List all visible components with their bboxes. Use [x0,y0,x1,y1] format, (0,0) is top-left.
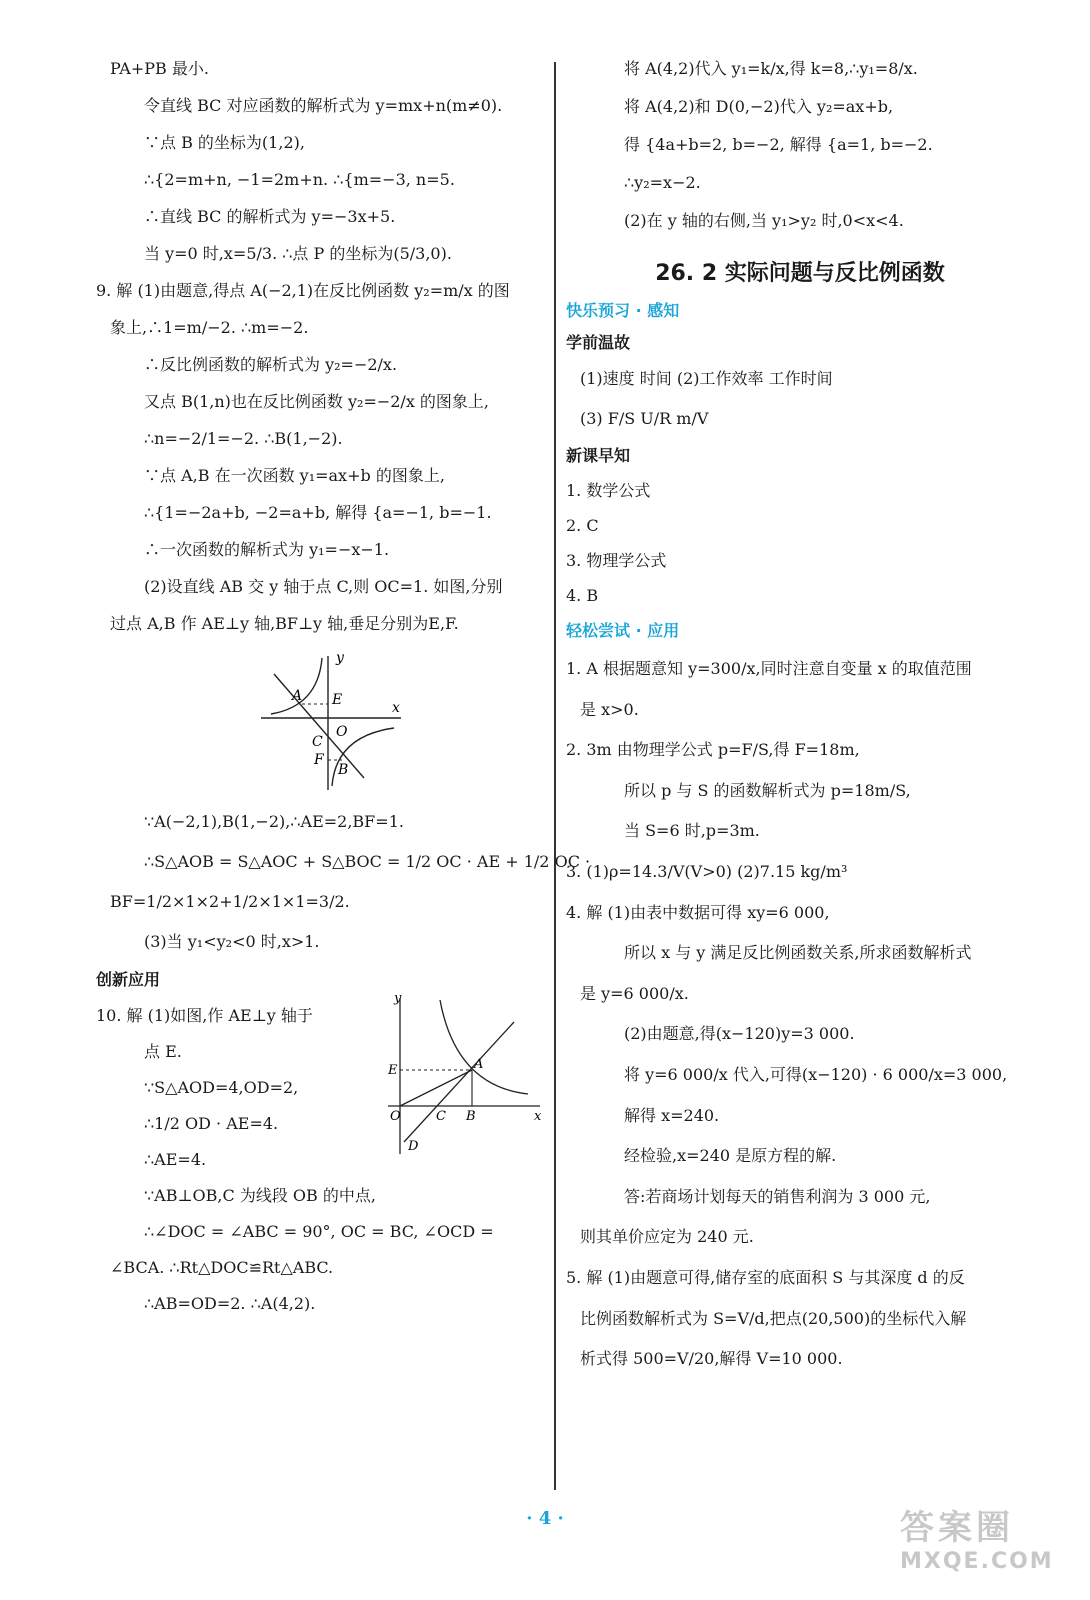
fig1-label-f: F [314,752,324,768]
fig1-label-a: A [292,688,303,704]
fig2-label-o: O [390,1109,401,1124]
text-line: ∴反比例函数的解析式为 y₂=−2/x. [144,355,398,374]
fig1-label-c: C [312,734,323,750]
hyperbola-branch-upper-left [271,658,322,714]
text-line: ∴AE=4. [144,1150,207,1169]
text-line: 经检验,x=240 是原方程的解. [624,1146,837,1166]
text-line: 将 y=6 000/x 代入,可得(x−120) · 6 000/x=3 000, [624,1064,1008,1084]
fig2-label-x: x [534,1109,542,1124]
fig2-label-e: E [388,1063,398,1078]
text-line: 3. (1)ρ=14.3/V(V>0) (2)7.15 kg/m³ [566,861,848,881]
watermark-logo [900,1500,1070,1590]
text-line: (2)设直线 AB 交 y 轴于点 C,则 OC=1. 如图,分别 [144,577,503,596]
innovation-heading: 创新应用 [96,970,161,989]
q10-block [96,991,548,1322]
fig1-label-b: B [338,762,349,778]
text-line: 4. 解 (1)由表中数据可得 xy=6 000, [566,902,830,922]
fig1-label-x: x [392,700,400,716]
text-line: (3)当 y₁<y₂<0 时,x>1. [144,932,320,951]
text-line: 当 y=0 时,x=5/3. ∴点 P 的坐标为(5/3,0). [144,244,452,263]
text-line: PA+PB 最小. [110,59,209,78]
watermark-bottom: MXQE.COM [900,1549,1054,1574]
fig2-label-y: y [394,991,402,1006]
section-title: 26. 2 实际问题与反比例函数 [655,261,945,286]
page-number: · 4 · [526,1508,564,1529]
text-line: ∴AB=OD=2. ∴A(4,2). [144,1294,316,1313]
line-oa [400,1070,472,1106]
new-lesson-lines [566,473,1034,613]
text-line: (2)在 y 轴的右侧,当 y₁>y₂ 时,0<x<4. [624,211,904,230]
text-line: 9. 解 (1)由题意,得点 A(−2,1)在反比例函数 y₂=m/x 的图 [96,281,510,300]
fig1-label-e: E [332,692,343,708]
text-line: ∠BCA. ∴Rt△DOC≌Rt△ABC. [110,1258,334,1277]
text-line: ∵点 B 的坐标为(1,2), [144,133,305,152]
text-line: BF=1/2×1×2+1/2×1×1=3/2. [110,892,350,911]
text-line: (1)速度 时间 (2)工作效率 工作时间 [580,369,833,388]
text-line: 析式得 500=V/20,解得 V=10 000. [580,1349,843,1369]
fig2-label-b: B [466,1109,476,1124]
hyperbola-figure-1 [96,648,548,798]
text-line: 又点 B(1,n)也在反比例函数 y₂=−2/x 的图象上, [144,392,490,411]
text-line: 4. B [566,586,599,605]
text-line: 是 y=6 000/x. [580,983,689,1003]
text-line: (3) F/S U/R m/V [580,409,709,428]
text-line: ∴S△AOB = S△AOC + S△BOC = 1/2 OC · AE + 1/2 OC · [144,852,591,871]
text-line: 则其单价应定为 240 元. [580,1227,754,1247]
text-line: ∴1/2 OD · AE=4. [144,1114,279,1133]
text-line: ∵A(−2,1),B(1,−2),∴AE=2,BF=1. [144,812,404,831]
text-line: ∵AB⊥OB,C 为线段 OB 的中点, [144,1186,376,1205]
text-line: 10. 解 (1)如图,作 AE⊥y 轴于 [96,1006,313,1025]
text-line: 所以 p 与 S 的函数解析式为 p=18m/S, [624,780,911,800]
text-line: 当 S=6 时,p=3m. [624,821,760,841]
left-text-block-2 [96,802,591,962]
text-line: 点 E. [144,1042,182,1061]
text-line: 象上,∴1=m/−2. ∴m=−2. [110,318,309,337]
watermark-top: 答案圈 [900,1508,1014,1548]
text-line: ∴y₂=x−2. [624,173,701,192]
fig1-label-y: y [336,650,344,666]
fig2-label-d: D [408,1139,419,1154]
review-heading: 学前温故 [566,333,631,352]
text-line: 是 x>0. [580,699,639,719]
line-da [404,1022,514,1142]
text-line: 将 A(4,2)和 D(0,−2)代入 y₂=ax+b, [624,97,894,116]
text-line: 2. C [566,516,599,535]
text-line: 2. 3m 由物理学公式 p=F/S,得 F=18m, [566,740,860,760]
text-line: 5. 解 (1)由题意可得,储存室的底面积 S 与其深度 d 的反 [566,1267,965,1287]
text-line: 答:若商场计划每天的销售利润为 3 000 元, [624,1186,931,1206]
text-line: 1. 数学公式 [566,481,651,500]
text-line: 将 A(4,2)代入 y₁=k/x,得 k=8,∴y₁=8/x. [624,59,918,78]
text-line: ∴{2=m+n, −1=2m+n. ∴{m=−3, n=5. [144,170,455,189]
text-line: 过点 A,B 作 AE⊥y 轴,BF⊥y 轴,垂足分别为E,F. [110,614,459,633]
text-line: 令直线 BC 对应函数的解析式为 y=mx+n(m≠0). [144,96,503,115]
new-lesson-heading: 新课早知 [566,446,631,465]
hyperbola-figure-2 [378,990,548,1160]
text-line: ∵点 A,B 在一次函数 y₁=ax+b 的图象上, [144,466,445,485]
text-line: ∴直线 BC 的解析式为 y=−3x+5. [144,207,396,226]
text-line: 所以 x 与 y 满足反比例函数关系,所求函数解析式 [624,943,972,963]
left-text-block-1 [96,50,548,642]
try-tag: 轻松尝试 · 应用 [566,621,680,640]
try-lines [566,649,1034,1380]
fig2-label-c: C [436,1109,446,1124]
text-line: 得 {4a+b=2, b=−2, 解得 {a=1, b=−2. [624,135,933,154]
text-line: ∴n=−2/1=−2. ∴B(1,−2). [144,429,343,448]
text-line: ∵S△AOD=4,OD=2, [144,1078,299,1097]
review-lines [566,359,1034,439]
right-column [566,50,1034,1380]
text-line: 3. 物理学公式 [566,551,667,570]
text-line: ∴{1=−2a+b, −2=a+b, 解得 {a=−1, b=−1. [144,503,492,522]
text-line: (2)由题意,得(x−120)y=3 000. [624,1024,855,1044]
text-line: 解得 x=240. [624,1105,720,1125]
text-line: ∴一次函数的解析式为 y₁=−x−1. [144,540,390,559]
text-line: ∴∠DOC = ∠ABC = 90°, OC = BC, ∠OCD = [144,1222,494,1241]
right-text-top [566,50,1034,240]
text-line: 1. A 根据题意知 y=300/x,同时注意自变量 x 的取值范围 [566,659,972,678]
column-divider [554,62,556,1490]
text-line: 比例函数解析式为 S=V/d,把点(20,500)的坐标代入解 [580,1308,967,1328]
preview-tag: 快乐预习 · 感知 [566,301,680,320]
fig1-label-o: O [336,724,348,740]
fig2-label-a: A [474,1057,484,1072]
